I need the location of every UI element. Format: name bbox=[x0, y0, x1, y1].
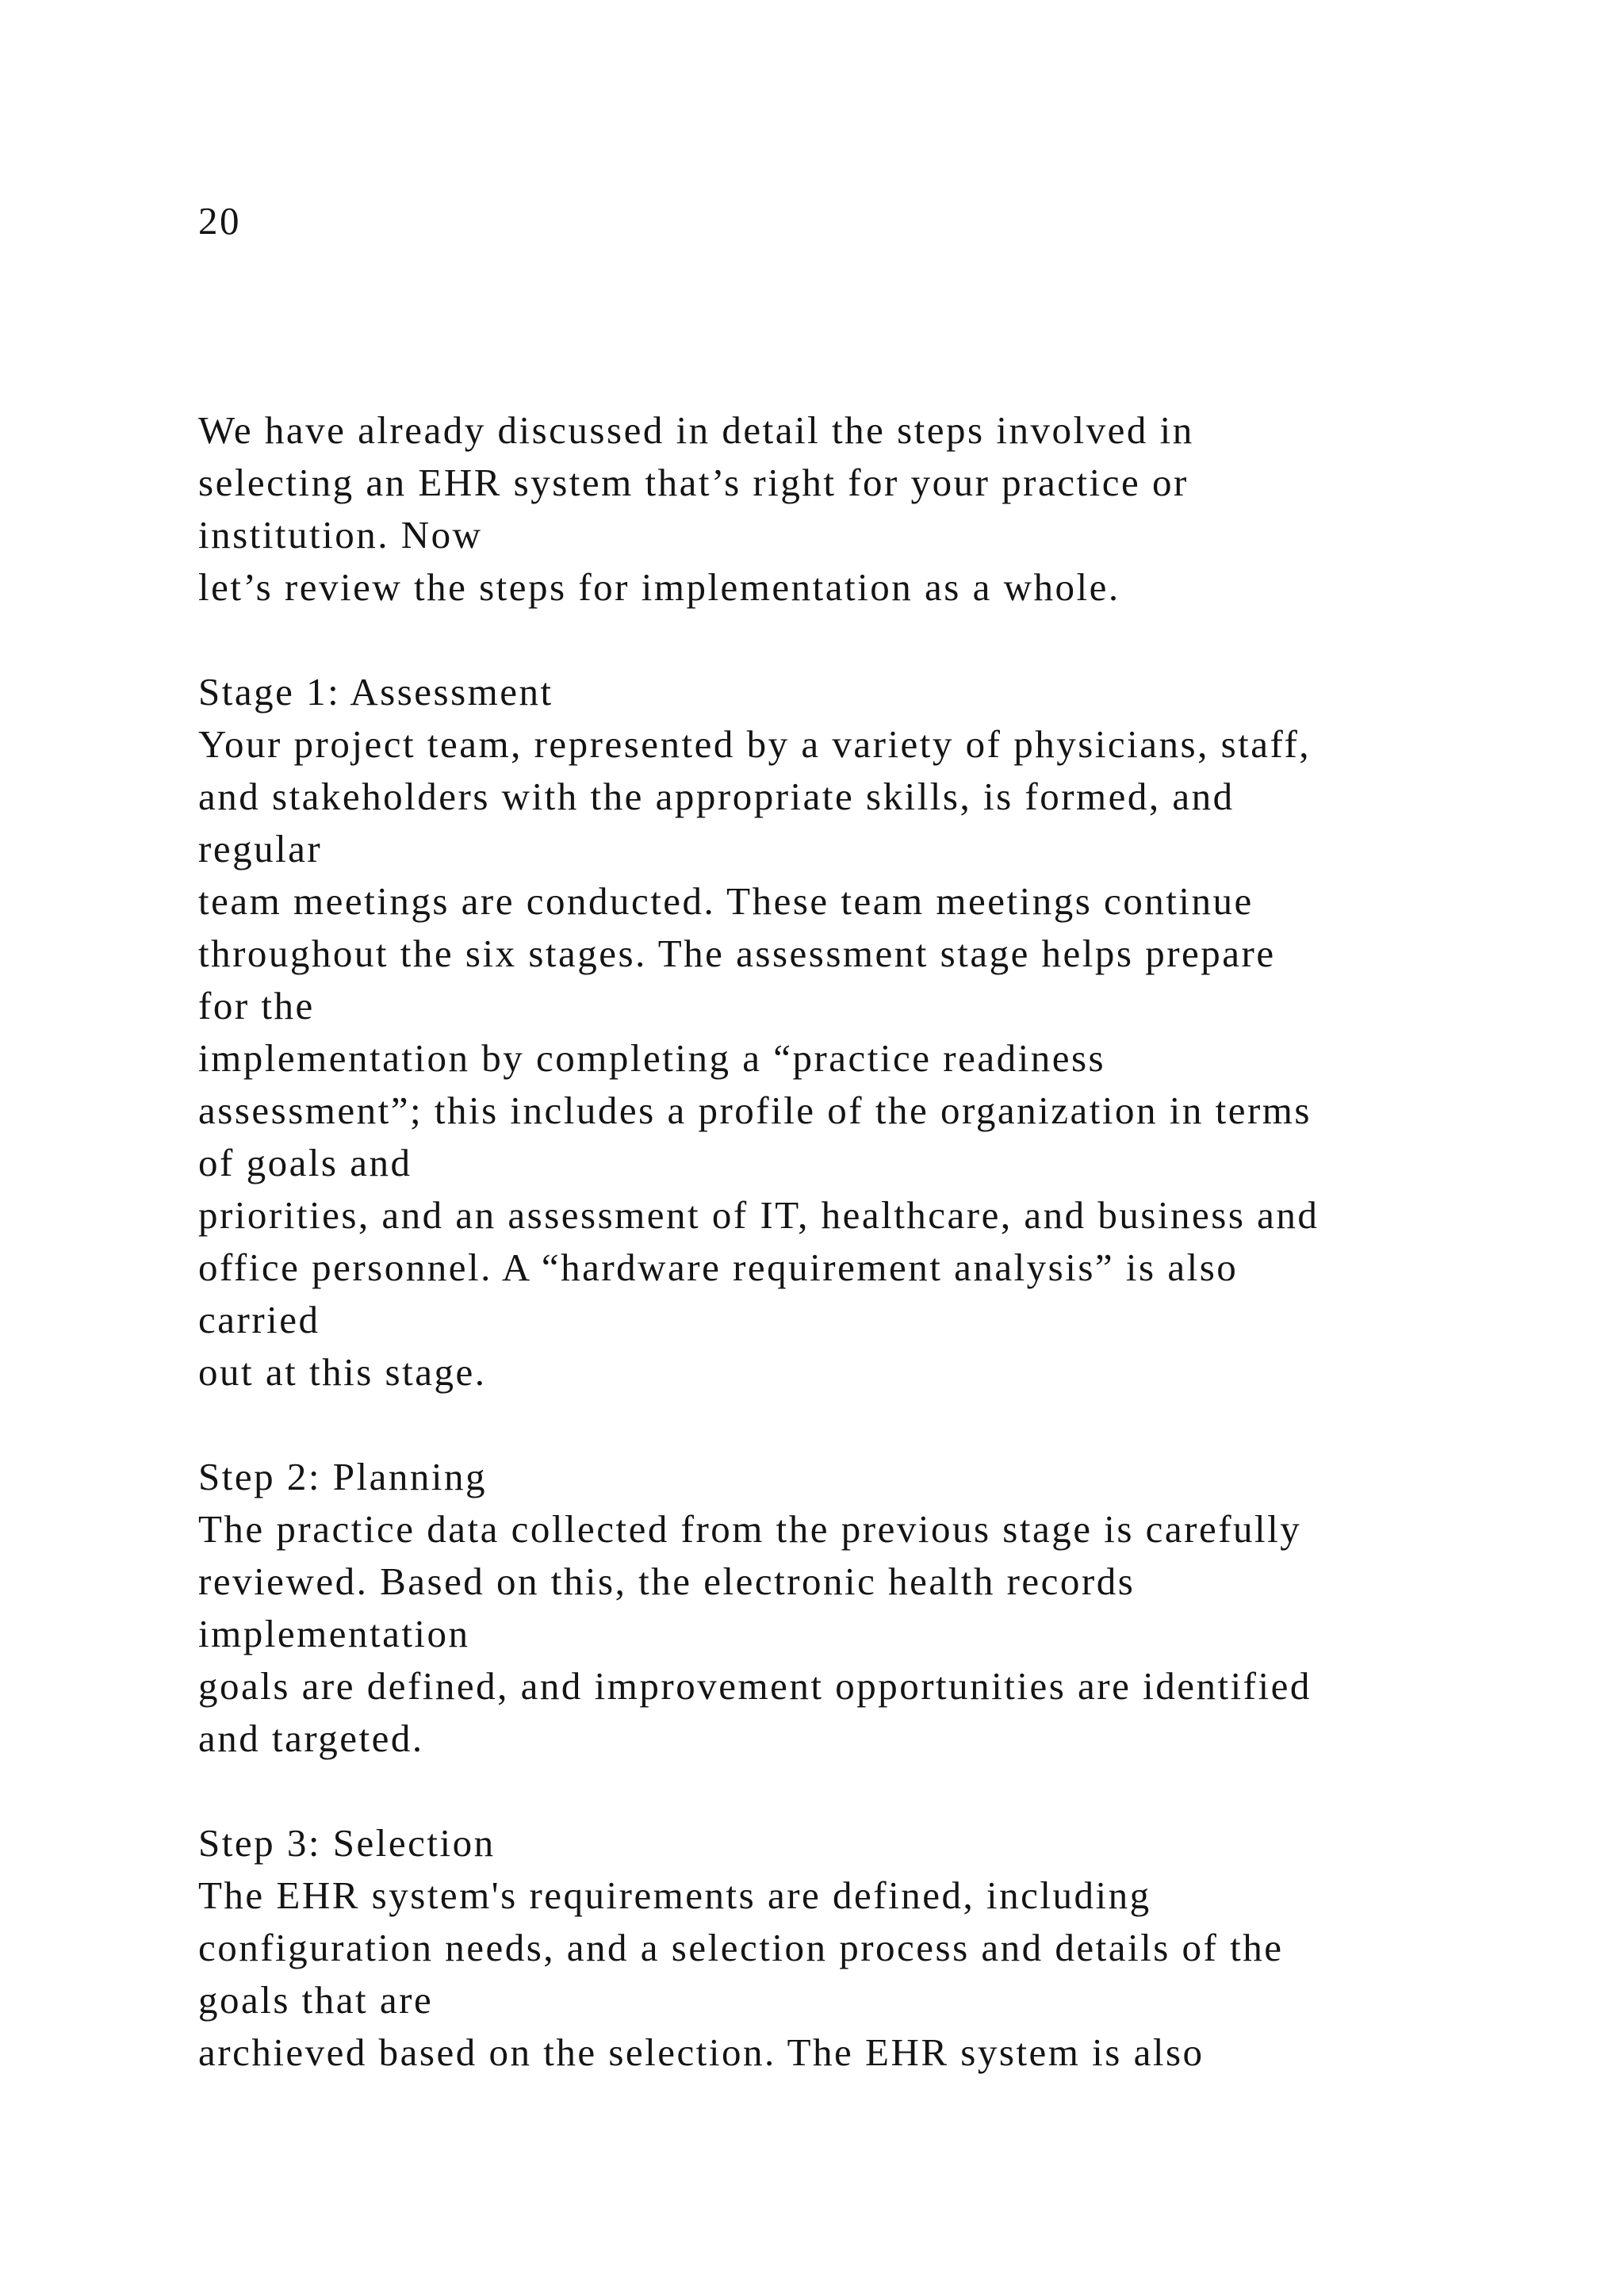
text-line: reviewed. Based on this, the electronic health records bbox=[198, 1559, 1136, 1603]
text-line: goals are defined, and improvement opportunities are identified bbox=[198, 1664, 1312, 1708]
text-line: carried bbox=[198, 1298, 320, 1341]
text-line: implementation by completing a “practice readiness bbox=[198, 1036, 1106, 1080]
blank-line bbox=[198, 1765, 1610, 1817]
text-line: priorities, and an assessment of IT, healthcare, and business and bbox=[198, 1193, 1320, 1237]
section-heading: Stage 1: Assessment bbox=[198, 670, 553, 714]
text-line: out at this stage. bbox=[198, 1350, 487, 1394]
blank-line bbox=[198, 1399, 1610, 1451]
text-line: The EHR system's requirements are defined, including bbox=[198, 1873, 1151, 1917]
text-line: and targeted. bbox=[198, 1716, 424, 1760]
text-line: regular bbox=[198, 827, 323, 871]
text-line: The practice data collected from the previous stage is carefully bbox=[198, 1507, 1302, 1551]
text-line: and stakeholders with the appropriate skills, is formed, and bbox=[198, 775, 1235, 818]
body-text bbox=[198, 404, 1610, 2079]
text-line: throughout the six stages. The assessment stage helps prepare bbox=[198, 932, 1276, 975]
text-line: let’s review the steps for implementation as a whole. bbox=[198, 565, 1120, 609]
text-line: selecting an EHR system that’s right for your practice or bbox=[198, 461, 1189, 504]
text-line: archieved based on the selection. The EHR system is also bbox=[198, 2030, 1205, 2074]
text-line: assessment”; this includes a profile of the organization in terms bbox=[198, 1089, 1312, 1132]
text-line: institution. Now bbox=[198, 513, 483, 557]
text-line: office personnel. A “hardware requirement analysis” is also bbox=[198, 1246, 1239, 1289]
text-line: implementation bbox=[198, 1612, 470, 1655]
page-number: 20 bbox=[198, 199, 241, 243]
text-line: of goals and bbox=[198, 1141, 412, 1184]
blank-line bbox=[198, 614, 1610, 666]
section-heading: Step 3: Selection bbox=[198, 1821, 496, 1865]
text-line: Your project team, represented by a variety of physicians, staff, bbox=[198, 722, 1312, 766]
text-line: configuration needs, and a selection process and details of the bbox=[198, 1926, 1284, 1969]
section-heading: Step 2: Planning bbox=[198, 1455, 487, 1498]
text-line: team meetings are conducted. These team meetings continue bbox=[198, 879, 1254, 923]
text-line: for the bbox=[198, 984, 315, 1027]
text-line: We have already discussed in detail the steps involved in bbox=[198, 408, 1194, 452]
text-line: goals that are bbox=[198, 1978, 434, 2022]
